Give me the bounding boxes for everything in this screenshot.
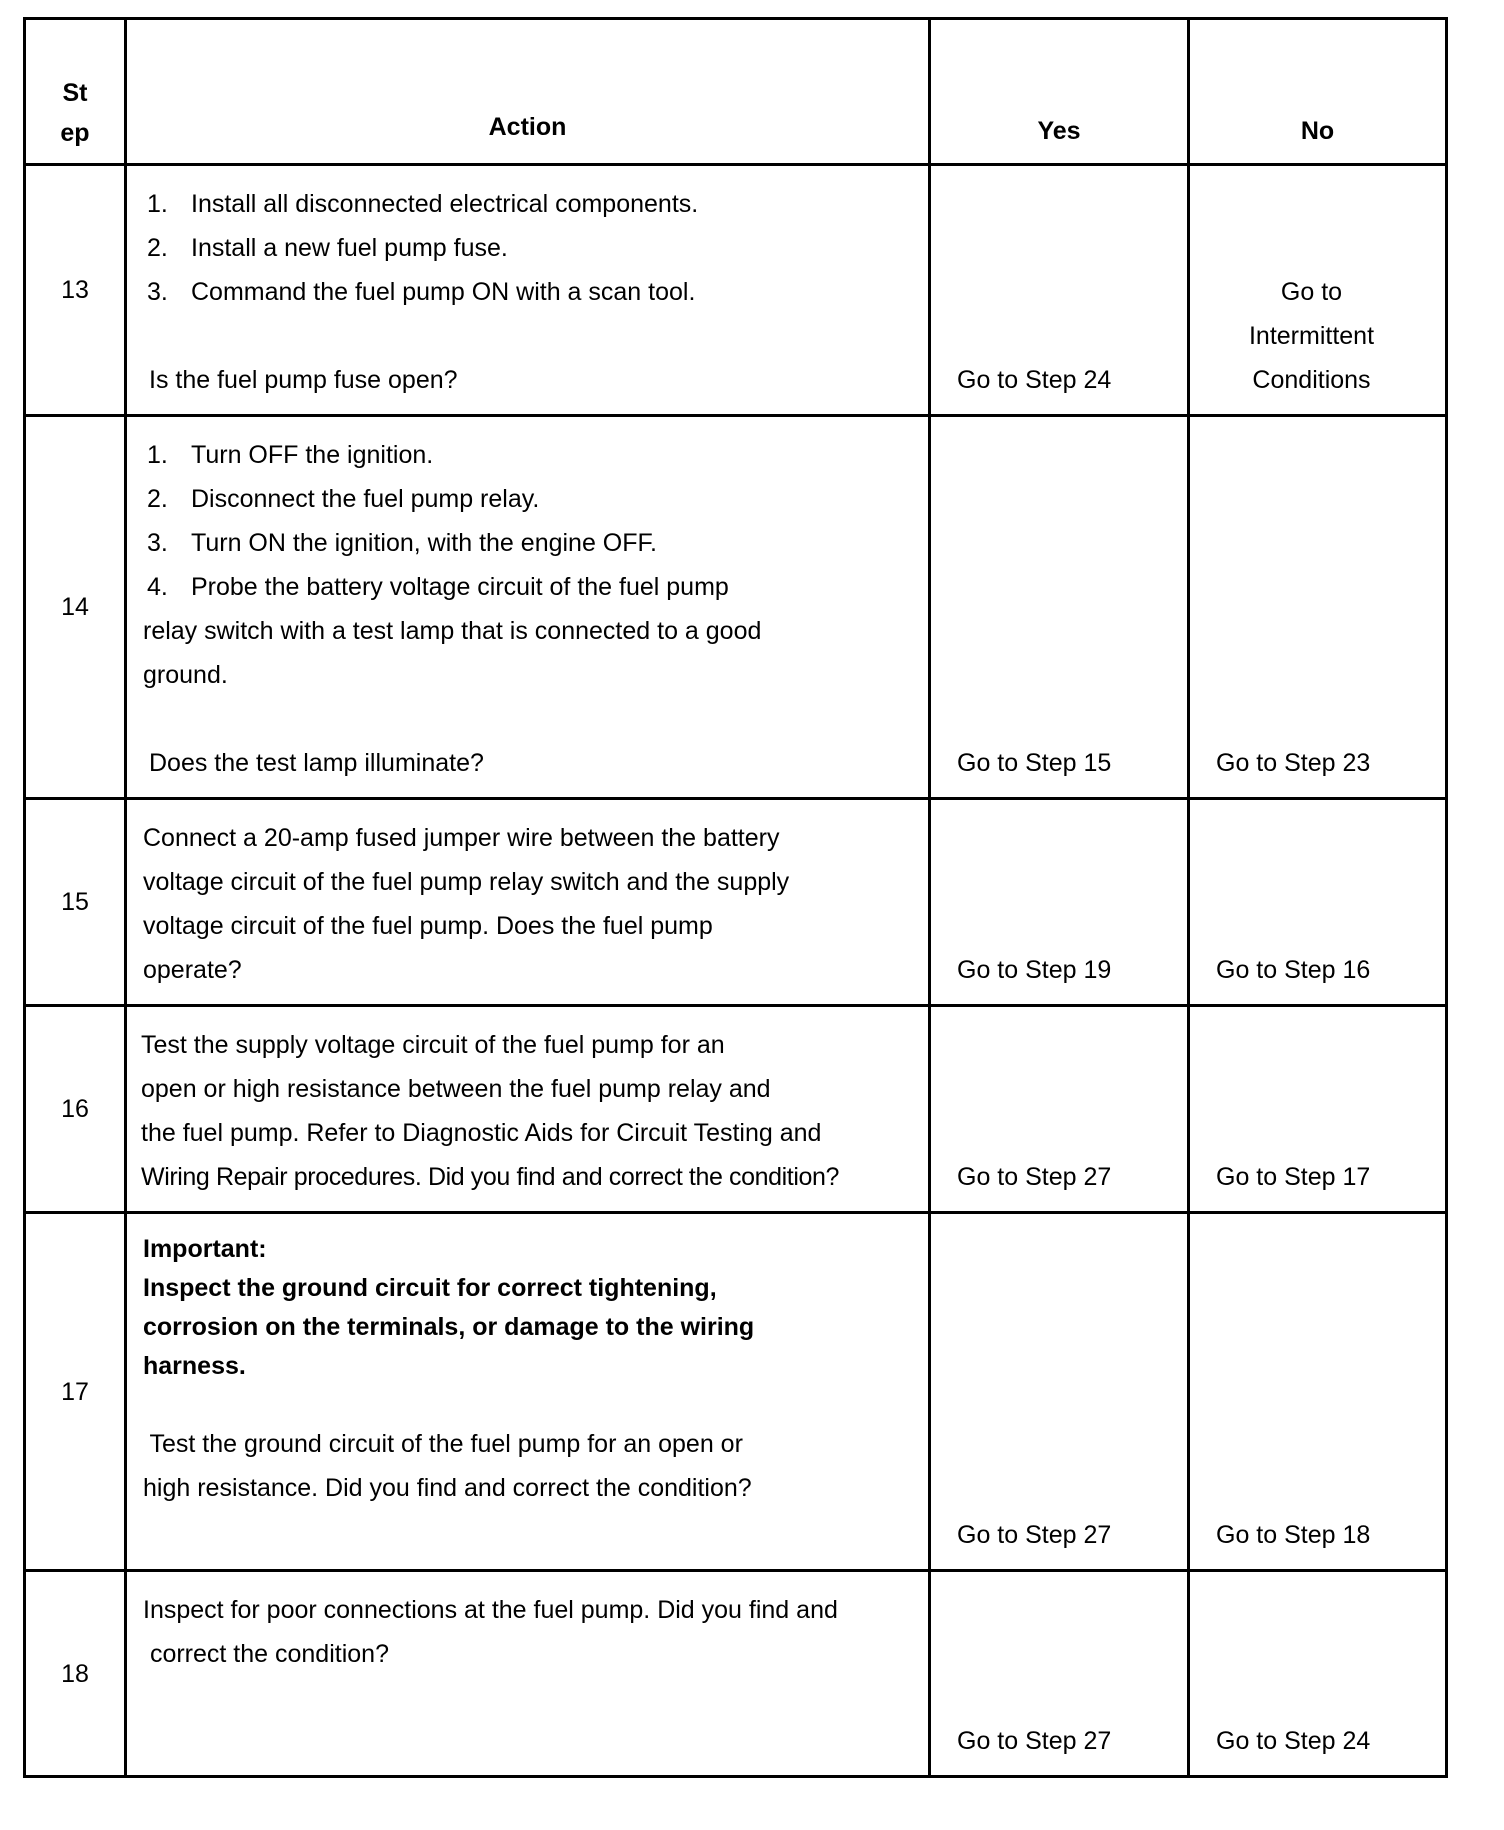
important-label: Important:: [143, 1235, 267, 1263]
important-text: Inspect the ground circuit for correct tightening,: [143, 1274, 717, 1302]
step-number: 17: [25, 1213, 126, 1571]
yes-cell: Go to Step 27: [930, 1571, 1189, 1777]
action-line: Test the supply voltage circuit of the fuel pump for an: [141, 1031, 725, 1059]
header-no: No: [1189, 19, 1447, 165]
step-number: 14: [25, 416, 126, 799]
important-text: corrosion on the terminals, or damage to the wiring: [143, 1313, 755, 1341]
action-cell: [126, 799, 930, 1006]
action-line: correct the condition?: [143, 1640, 389, 1668]
no-line: Go to: [1280, 278, 1343, 306]
action-line: 2. Disconnect the fuel pump relay.: [147, 485, 540, 513]
action-text: Command the fuel pump ON with a scan tool.: [191, 278, 696, 306]
header-yes: Yes: [930, 19, 1189, 165]
action-question: Is the fuel pump fuse open?: [149, 366, 458, 394]
action-line: the fuel pump. Refer to Diagnostic Aids for Circuit Testing and: [141, 1119, 822, 1147]
no-cell: Go to Step 24: [1189, 1571, 1447, 1777]
table-row: [25, 416, 1447, 799]
action-line: Wiring Repair procedures. Did you find and correct the condition?: [141, 1163, 839, 1191]
header-step-line: ep: [60, 119, 90, 147]
header-step-line: St: [62, 79, 88, 107]
action-line: voltage circuit of the fuel pump. Does the fuel pump: [143, 912, 713, 940]
action-line: open or high resistance between the fuel pump relay and: [141, 1075, 771, 1103]
table-row: [25, 1571, 1447, 1777]
table-row: [25, 1006, 1447, 1213]
no-cell: Go to Step 16: [1189, 799, 1447, 1006]
action-cell: [126, 165, 930, 416]
action-line: 1. Turn OFF the ignition.: [147, 441, 434, 469]
action-cell: [126, 1571, 930, 1777]
action-line: operate?: [143, 956, 242, 984]
no-cell: Go to Step 17: [1189, 1006, 1447, 1213]
action-text: Disconnect the fuel pump relay.: [191, 485, 540, 513]
table-row: [25, 1213, 1447, 1571]
action-text: Install a new fuel pump fuse.: [191, 234, 508, 262]
step-number: 13: [25, 165, 126, 416]
action-line: voltage circuit of the fuel pump relay switch and the supply: [143, 868, 790, 896]
action-text: Turn OFF the ignition.: [191, 441, 434, 469]
table-row: [25, 799, 1447, 1006]
no-line: Conditions: [1252, 366, 1371, 394]
action-line: 3. Command the fuel pump ON with a scan tool.: [147, 278, 696, 306]
action-cell: [126, 416, 930, 799]
action-line: ground.: [143, 661, 228, 689]
action-line: high resistance. Did you find and correct the condition?: [143, 1474, 752, 1502]
no-cell: Go to Step 18: [1189, 1213, 1447, 1571]
action-cell: [126, 1006, 930, 1213]
yes-cell: Go to Step 15: [930, 416, 1189, 799]
step-number: 15: [25, 799, 126, 1006]
action-text: Install all disconnected electrical components.: [191, 190, 699, 218]
action-line: 2. Install a new fuel pump fuse.: [147, 234, 508, 262]
step-number: 18: [25, 1571, 126, 1777]
action-cell: [126, 1213, 930, 1571]
yes-cell: Go to Step 27: [930, 1006, 1189, 1213]
yes-cell: Go to Step 27: [930, 1213, 1189, 1571]
action-line: Test the ground circuit of the fuel pump for an open or: [143, 1430, 743, 1458]
yes-cell: Go to Step 24: [930, 165, 1189, 416]
header-action: Action: [126, 19, 930, 165]
action-question: Does the test lamp illuminate?: [149, 749, 484, 777]
header-row: [25, 19, 1447, 165]
action-line: Connect a 20-amp fused jumper wire between the battery: [143, 824, 780, 852]
table-row: [25, 165, 1447, 416]
step-number: 16: [25, 1006, 126, 1213]
no-cell: [1189, 165, 1447, 416]
action-text: Turn ON the ignition, with the engine OFF.: [191, 529, 657, 557]
action-line: 1. Install all disconnected electrical components.: [147, 190, 699, 218]
no-cell: Go to Step 23: [1189, 416, 1447, 799]
action-text: Probe the battery voltage circuit of the fuel pump: [191, 573, 729, 601]
action-line: 4. Probe the battery voltage circuit of the fuel pump: [147, 573, 729, 601]
yes-cell: Go to Step 19: [930, 799, 1189, 1006]
action-line: 3. Turn ON the ignition, with the engine OFF.: [147, 529, 657, 557]
action-line: Inspect for poor connections at the fuel pump. Did you find and: [143, 1596, 838, 1624]
diagnostic-table: [23, 17, 1448, 1778]
header-step: [25, 19, 126, 165]
no-line: Intermittent: [1248, 322, 1375, 350]
important-text: harness.: [143, 1352, 246, 1380]
action-line: relay switch with a test lamp that is connected to a good: [143, 617, 762, 645]
